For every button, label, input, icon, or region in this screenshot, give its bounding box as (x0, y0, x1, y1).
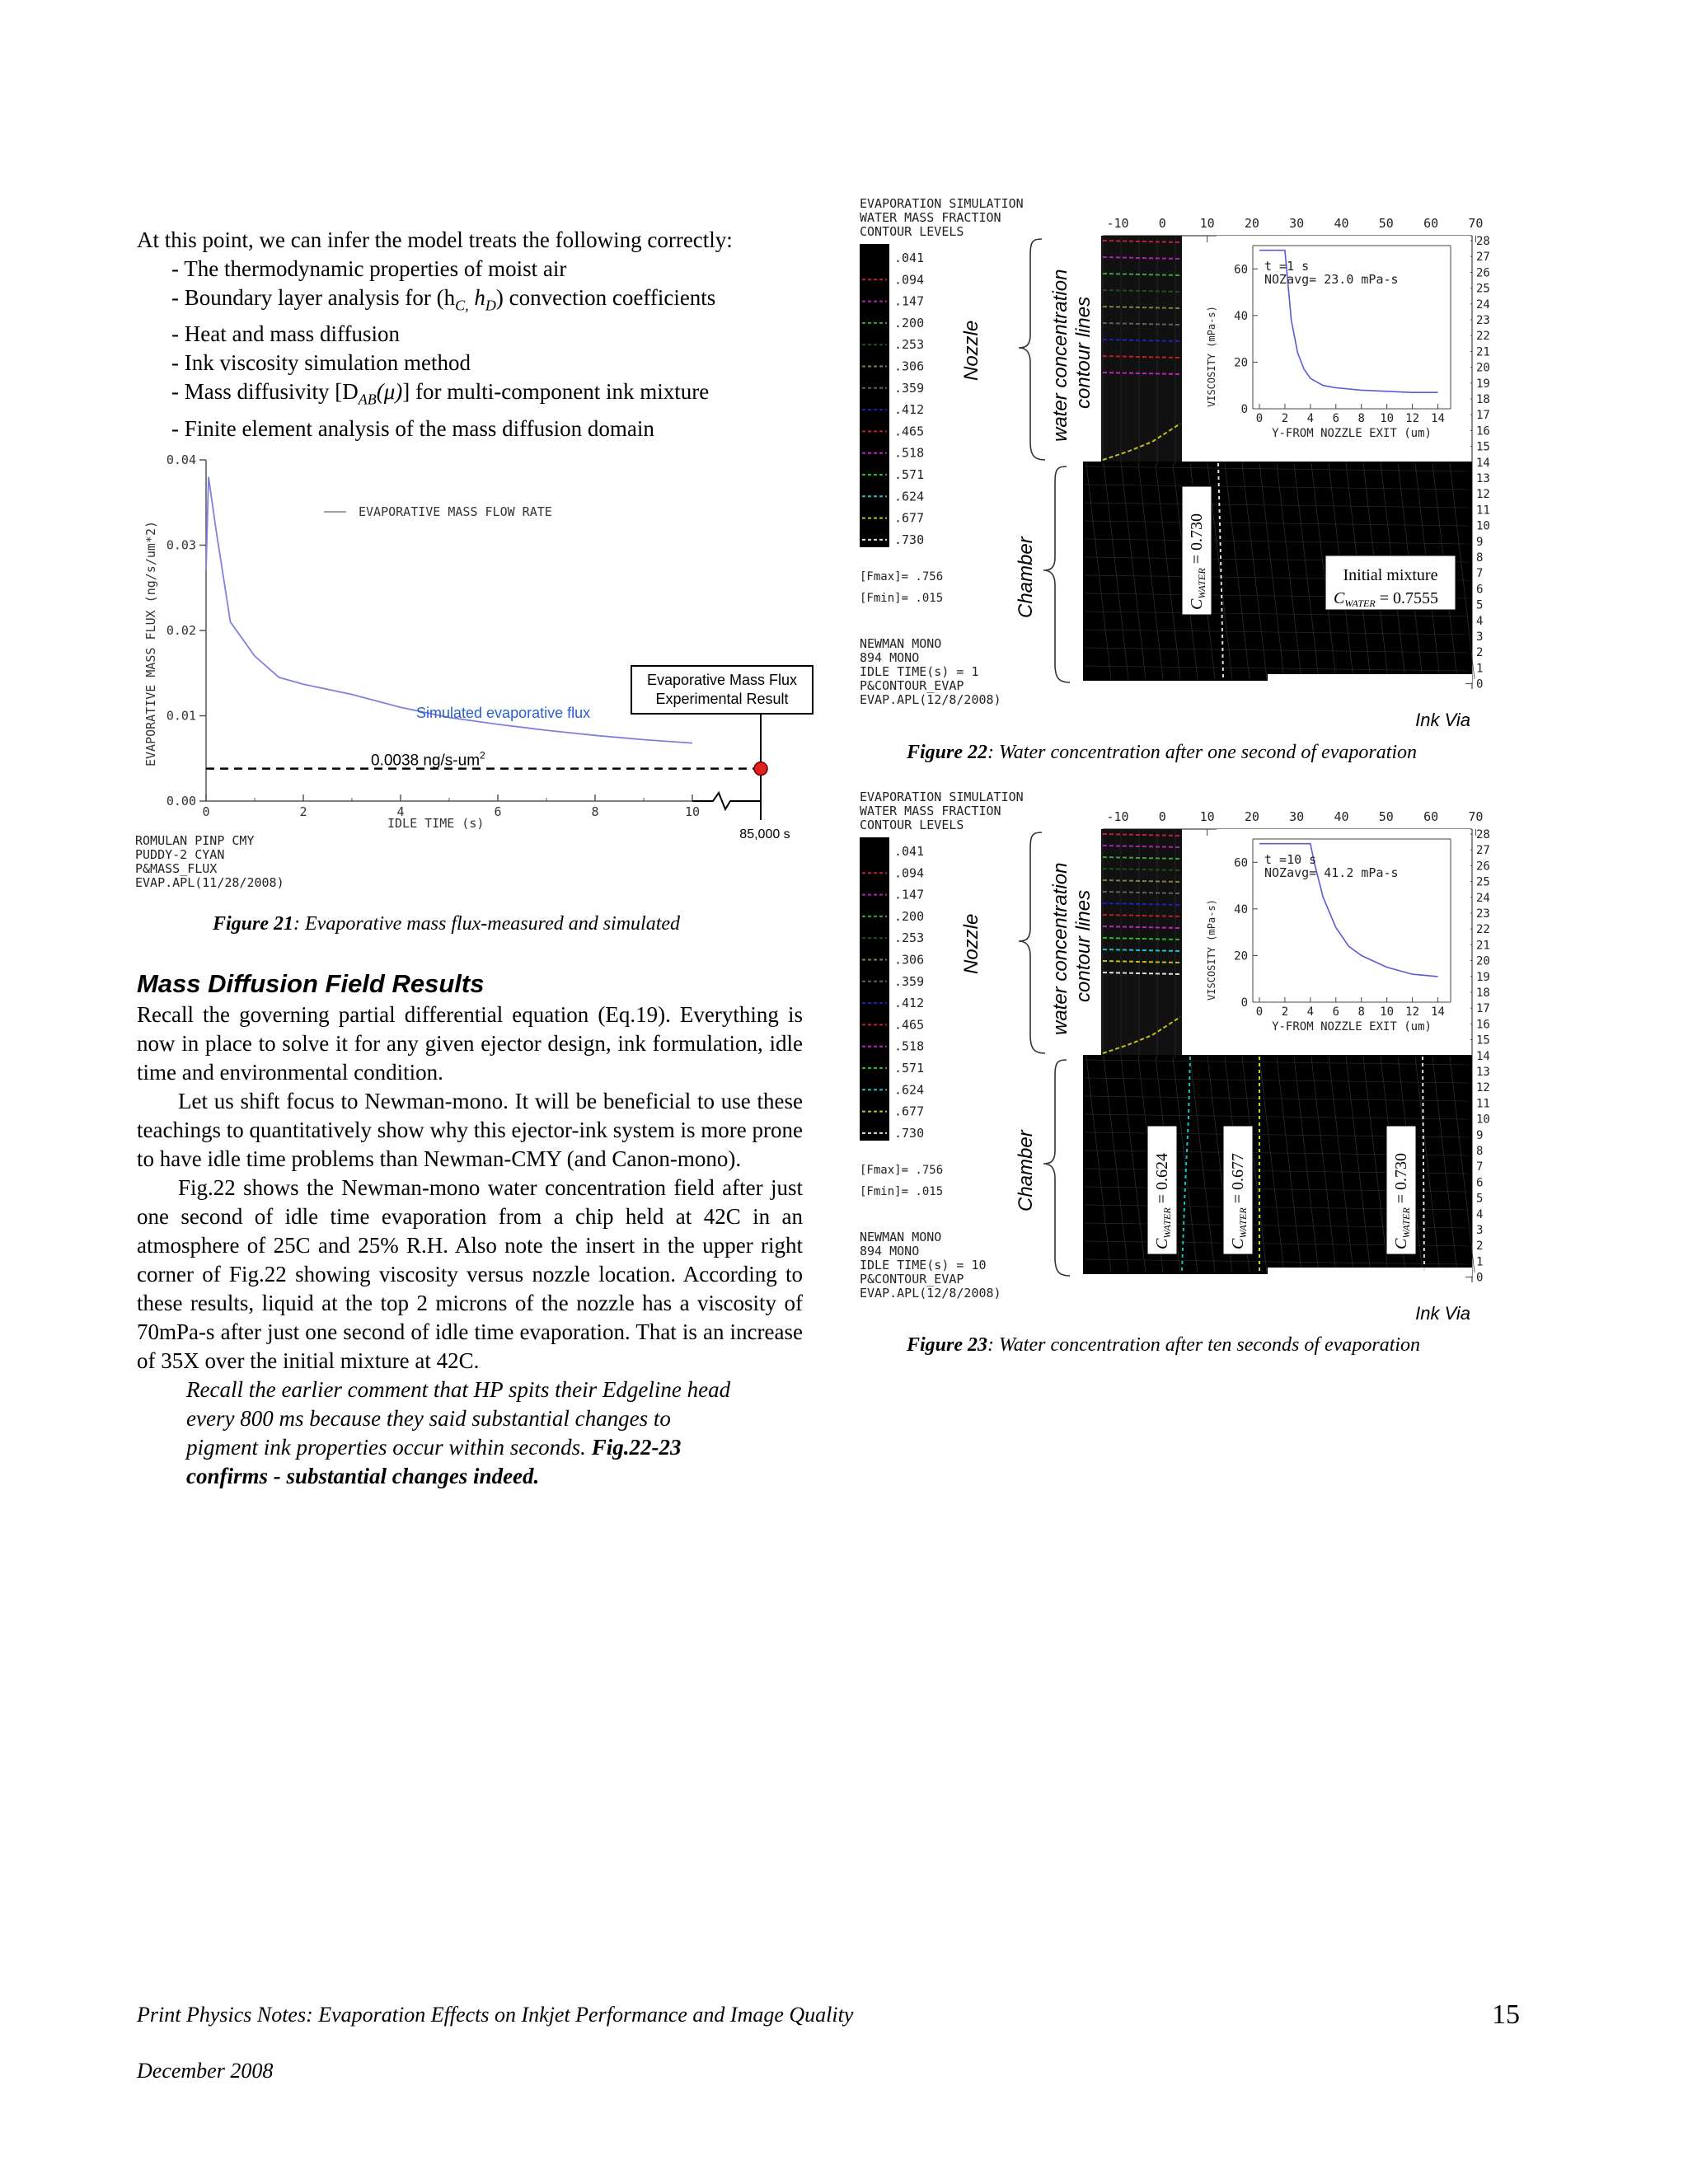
right-tick-label: 18 (1476, 987, 1490, 1000)
right-tick-label: 8 (1476, 1145, 1484, 1158)
inset-x-tick-label: 2 (1281, 412, 1289, 425)
footer-line: IDLE TIME(s) = 1 (860, 664, 979, 679)
section-heading: Mass Diffusion Field Results (137, 969, 485, 998)
footer-line: P&CONTOUR_EVAP (860, 678, 964, 693)
cwater-label-0730: $C_{WATER} = 0.730$ (1392, 1152, 1412, 1249)
top-tick-label: 50 (1378, 809, 1394, 824)
wc-label-2: contour lines (1072, 889, 1095, 1002)
inset-time: t =10 s (1264, 852, 1317, 867)
right-tick-label: 19 (1476, 970, 1490, 984)
right-tick-label: 4 (1476, 1207, 1484, 1221)
right-tick-label: 28 (1476, 235, 1490, 248)
nozzle-brace (1019, 832, 1045, 1053)
footer-line: IDLE TIME(s) = 10 (860, 1258, 987, 1272)
chamber-brace (1043, 1060, 1070, 1276)
legend-level: .465 (894, 1017, 925, 1033)
legend-level: .412 (894, 402, 925, 418)
right-tick-label: 25 (1476, 282, 1490, 296)
right-tick-label: 9 (1476, 535, 1484, 549)
legend-level: .306 (894, 952, 925, 968)
top-tick-label: 10 (1199, 809, 1215, 824)
right-tick-label: 14 (1476, 1049, 1490, 1063)
right-tick-label: 3 (1476, 1224, 1484, 1237)
inset-x-label: Y-FROM NOZZLE EXIT (um) (1272, 1020, 1432, 1033)
top-tick-label: 60 (1423, 216, 1439, 231)
right-tick-label: 27 (1476, 844, 1490, 858)
x-tick-label: 0 (202, 804, 210, 819)
chamber-brace (1043, 466, 1070, 682)
contour-figure (856, 194, 1490, 738)
header-line: WATER MASS FRACTION (860, 210, 1001, 225)
legend-level: .147 (894, 887, 925, 902)
top-tick-label: -10 (1106, 809, 1129, 824)
footer-line: 894 MONO (860, 1244, 920, 1258)
right-tick-label: 21 (1476, 939, 1490, 953)
right-tick-label: 2 (1476, 646, 1484, 660)
top-tick-label: 60 (1423, 809, 1439, 824)
right-tick-label: 23 (1476, 907, 1490, 921)
inset-y-tick-label: 60 (1234, 263, 1248, 277)
figure-21-footer: ROMULAN PINP CMY PUDDY-2 CYAN P&MASS_FLUX EVAP.APL(11/28/2008) (135, 833, 284, 890)
header-line: CONTOUR LEVELS (860, 818, 964, 832)
axis-break (692, 793, 761, 809)
right-tick-label: 22 (1476, 330, 1490, 344)
legend-bar (860, 837, 889, 1141)
intro-item: - Finite element analysis of the mass diffusion domain (171, 415, 654, 441)
footer-line: EVAP.APL(12/8/2008) (860, 692, 1001, 707)
right-tick-label: 13 (1476, 472, 1490, 485)
ink-via-opening (1268, 1268, 1472, 1276)
y-tick-label: 0.03 (166, 537, 196, 553)
initial-mixture-value: $C_{WATER} = 0.7555$ (1334, 589, 1439, 609)
experimental-time-label: 85,000 s (739, 827, 790, 841)
fmax-label: [Fmax]= .756 (860, 1164, 944, 1177)
chamber-label: Chamber (1015, 1130, 1037, 1212)
right-tick-label: 3 (1476, 630, 1484, 644)
measured-value-label: 0.0038 $ng/s-um^2$ (371, 749, 485, 770)
inset-x-tick-label: 4 (1306, 412, 1315, 425)
inset-x-tick-label: 12 (1405, 412, 1420, 425)
inset-x-tick-label: 6 (1332, 1005, 1340, 1019)
fmax-label: [Fmax]= .756 (860, 570, 944, 583)
right-tick-label: 11 (1476, 1097, 1490, 1111)
header-line: CONTOUR LEVELS (860, 224, 964, 239)
right-tick-label: 17 (1476, 1002, 1490, 1016)
inset-time: t =1 s (1264, 259, 1310, 274)
inset-y-label: VISCOSITY (mPa-s) (1206, 899, 1217, 1001)
legend-level: .412 (894, 996, 925, 1011)
header-line: WATER MASS FRACTION (860, 804, 1001, 818)
intro-item: - Heat and mass diffusion (171, 321, 400, 347)
intro-lead: At this point, we can infer the model treats the following correctly: (137, 227, 733, 252)
inset-y-tick-label: 0 (1240, 403, 1248, 416)
inset-x-tick-label: 14 (1431, 412, 1445, 425)
legend-level: .624 (894, 1082, 925, 1098)
inset-y-tick-label: 20 (1234, 949, 1248, 963)
y-tick-label: 0.02 (166, 623, 196, 638)
top-tick-label: 0 (1158, 216, 1166, 231)
legend-level: .571 (894, 467, 925, 482)
right-tick-label: 12 (1476, 1081, 1490, 1095)
footer-line: P&CONTOUR_EVAP (860, 1272, 964, 1286)
footer-line: NEWMAN MONO (860, 1230, 942, 1244)
legend-level: .518 (894, 1038, 925, 1054)
inset-x-tick-label: 8 (1357, 412, 1365, 425)
y-tick-label: 0.01 (166, 708, 196, 724)
experimental-box-line1: Evaporative Mass Flux (646, 672, 798, 688)
legend-level: .200 (894, 315, 925, 330)
right-tick-label: 7 (1476, 1160, 1484, 1174)
right-tick-label: 16 (1476, 424, 1490, 438)
legend-level: .359 (894, 380, 925, 396)
top-tick-label: 70 (1468, 216, 1484, 231)
inset-y-label: VISCOSITY (mPa-s) (1206, 306, 1217, 407)
figure-23 (856, 788, 1490, 1332)
right-tick-label: 0 (1476, 1271, 1484, 1285)
page-number: 15 (1492, 1999, 1520, 2030)
figure-22 (856, 194, 1490, 738)
x-tick-label: 10 (684, 804, 701, 819)
top-tick-label: 30 (1289, 809, 1305, 824)
legend-level: .253 (894, 930, 925, 946)
right-tick-label: 5 (1476, 1192, 1484, 1206)
figure-23-caption: Figure 23: Water concentration after ten seconds of evaporation (907, 1334, 1421, 1356)
inset-average: NOZavg= 23.0 mPa-s (1264, 272, 1399, 287)
right-tick-label: 6 (1476, 1176, 1484, 1190)
top-tick-label: 10 (1199, 216, 1215, 231)
top-tick-label: 0 (1158, 809, 1166, 824)
right-tick-label: 16 (1476, 1018, 1490, 1032)
contour-figure (856, 788, 1490, 1332)
intro-item: - The thermodynamic properties of moist air (171, 256, 567, 281)
right-tick-label: 1 (1476, 662, 1484, 676)
inset-y-tick-label: 60 (1234, 856, 1248, 870)
right-tick-label: 5 (1476, 598, 1484, 612)
inset-x-tick-label: 14 (1431, 1005, 1445, 1019)
nozzle-label: Nozzle (960, 913, 982, 974)
y-ticks (166, 452, 206, 808)
x-tick-label: 2 (299, 804, 307, 819)
wc-label-1: water concentration (1049, 862, 1071, 1035)
top-tick-label: 20 (1244, 809, 1259, 824)
inset-x-tick-label: 0 (1255, 412, 1264, 425)
top-tick-label: 70 (1468, 809, 1484, 824)
top-tick-label: 20 (1244, 216, 1259, 231)
top-tick-label: 40 (1334, 809, 1349, 824)
figure-21-caption: Figure 21: Evaporative mass flux-measured and simulated (213, 913, 681, 935)
right-tick-label: 17 (1476, 409, 1490, 423)
paragraph: Let us shift focus to Newman-mono. It will be beneficial to use these teachings to quantitatively show why this ejector-ink system is more prone to have idle time problems than Newman-CMY (and Canon-mono). (137, 1089, 803, 1171)
legend-level: .518 (894, 445, 925, 461)
legend-level: .041 (894, 844, 925, 859)
legend-label: EVAPORATIVE MASS FLOW RATE (359, 504, 552, 519)
right-tick-label: 18 (1476, 393, 1490, 406)
right-tick-label: 11 (1476, 504, 1490, 518)
inset-x-tick-label: 10 (1380, 1005, 1395, 1019)
right-tick-label: 19 (1476, 377, 1490, 391)
right-tick-label: 7 (1476, 567, 1484, 581)
legend-level: .253 (894, 337, 925, 353)
right-tick-label: 20 (1476, 954, 1490, 968)
inset-y-tick-label: 20 (1234, 356, 1248, 370)
fmin-label: [Fmin]= .015 (860, 1185, 944, 1198)
legend-level: .730 (894, 532, 925, 547)
intro-block (137, 226, 821, 443)
nozzle-brace (1019, 239, 1045, 460)
intro-item: - Boundary layer analysis for ($h_{C,}$ $h_D$) convection coefficients (171, 285, 716, 314)
top-tick-label: -10 (1106, 216, 1129, 231)
legend-level: .624 (894, 489, 925, 504)
right-tick-label: 10 (1476, 1113, 1490, 1127)
legend-level: .465 (894, 424, 925, 439)
right-tick-label: 24 (1476, 298, 1490, 312)
legend-level: .094 (894, 272, 925, 288)
right-tick-label: 26 (1476, 860, 1490, 874)
ink-via-opening (1268, 674, 1472, 682)
legend-level: .306 (894, 359, 925, 374)
right-tick-label: 25 (1476, 875, 1490, 889)
right-tick-label: 0 (1476, 677, 1484, 691)
right-tick-label: 10 (1476, 519, 1490, 533)
simulated-annotation: Simulated evaporative flux (416, 705, 591, 721)
right-tick-label: 21 (1476, 345, 1490, 359)
right-tick-label: 26 (1476, 266, 1490, 280)
quote: Recall the earlier comment that HP spits their Edgeline head every 800 ms because they said substantial changes to pigment ink properties occur within seconds. Fig.22-23 confirms - substantial changes indeed. (186, 1377, 731, 1488)
figure-21-chart (132, 445, 832, 890)
inset-y-tick-label: 40 (1234, 309, 1248, 323)
right-tick-label: 15 (1476, 1033, 1490, 1047)
x-axis-label: IDLE TIME (s) (387, 816, 485, 831)
x-tick-label: 8 (591, 804, 599, 819)
right-tick-label: 4 (1476, 614, 1484, 628)
intro-list (137, 255, 821, 443)
inset-y-tick-label: 40 (1234, 902, 1248, 916)
date: December 2008 (137, 2059, 274, 2083)
ink-via-label: Ink Via (1415, 710, 1470, 730)
intro-item: - Ink viscosity simulation method (171, 350, 471, 376)
header-line: EVAPORATION SIMULATION (860, 790, 1024, 804)
experimental-point (754, 762, 767, 776)
right-tick-label: 28 (1476, 828, 1490, 841)
legend-bar (860, 244, 889, 547)
legend-level: .677 (894, 1104, 925, 1119)
right-tick-label: 2 (1476, 1240, 1484, 1254)
legend-level: .359 (894, 973, 925, 989)
top-tick-label: 30 (1289, 216, 1305, 231)
intro-item: - Mass diffusivity $[D_{AB}(\mu)]$ for multi-component ink mixture (171, 379, 710, 408)
ink-via-label: Ink Via (1415, 1303, 1470, 1324)
x-tick-label: 4 (396, 804, 405, 819)
initial-mixture-label: Initial mixture (1343, 566, 1438, 584)
right-tick-label: 8 (1476, 551, 1484, 565)
right-tick-label: 23 (1476, 314, 1490, 327)
inset-average: NOZavg= 41.2 mPa-s (1264, 865, 1399, 880)
footer-line: 894 MONO (860, 650, 920, 665)
cwater-label-0624: $C_{WATER} = 0.624$ (1153, 1152, 1173, 1249)
header-line: EVAPORATION SIMULATION (860, 196, 1024, 211)
right-tick-label: 9 (1476, 1128, 1484, 1142)
right-tick-label: 22 (1476, 923, 1490, 937)
nozzle-region (1101, 236, 1182, 466)
running-title: Print Physics Notes: Evaporation Effects on Inkjet Performance and Image Quality (137, 2003, 854, 2027)
legend-level: .094 (894, 865, 925, 881)
inset-x-tick-label: 4 (1306, 1005, 1315, 1019)
footer-line: EVAP.APL(12/8/2008) (860, 1286, 1001, 1301)
right-tick-label: 14 (1476, 456, 1490, 470)
cwater-label-0730: $C_{WATER} = 0.730$ (1188, 513, 1207, 610)
legend-level: .200 (894, 908, 925, 924)
figure-22-caption: Figure 22: Water concentration after one second of evaporation (907, 742, 1418, 763)
y-axis-label: EVAPORATIVE MASS FLUX (ng/s/um*2) (143, 520, 158, 766)
right-tick-label: 15 (1476, 440, 1490, 454)
inset-x-tick-label: 12 (1405, 1005, 1420, 1019)
inset-x-tick-label: 2 (1281, 1005, 1289, 1019)
inset-x-tick-label: 8 (1357, 1005, 1365, 1019)
wc-label-2: contour lines (1072, 296, 1095, 409)
right-tick-label: 20 (1476, 361, 1490, 375)
legend-level: .677 (894, 510, 925, 526)
legend-level: .147 (894, 293, 925, 309)
right-tick-label: 1 (1476, 1255, 1484, 1269)
chamber-label: Chamber (1015, 537, 1037, 618)
legend-level: .041 (894, 251, 925, 265)
inset-x-tick-label: 10 (1380, 412, 1395, 425)
legend-level: .730 (894, 1125, 925, 1141)
nozzle-label: Nozzle (960, 320, 982, 381)
right-tick-label: 27 (1476, 251, 1490, 265)
inset-y-tick-label: 0 (1240, 996, 1248, 1010)
right-tick-label: 6 (1476, 583, 1484, 597)
x-tick-label: 6 (494, 804, 502, 819)
nozzle-region (1101, 829, 1182, 1060)
section-body (137, 1001, 803, 1491)
right-tick-label: 12 (1476, 488, 1490, 502)
y-tick-label: 0.04 (166, 452, 196, 467)
fmin-label: [Fmin]= .015 (860, 592, 944, 605)
inset-x-tick-label: 0 (1255, 1005, 1264, 1019)
experimental-box-line2: Experimental Result (655, 691, 789, 707)
top-tick-label: 40 (1334, 216, 1349, 231)
right-tick-label: 13 (1476, 1066, 1490, 1079)
paragraph: Recall the governing partial differential equation (Eq.19). Everything is now in place to solve it for any given ejector design, ink formulation, idle time and environmental condition. (137, 1002, 803, 1085)
paragraph: Fig.22 shows the Newman-mono water concentration field after just one second of idle time evaporation from a chip held at 42C in an atmosphere of 25C and 25% R.H. Also note the insert in the upper right corner of Fig.22 showing viscosity versus nozzle location. According to these results, liquid at the top 2 microns of the nozzle has a viscosity of 70mPa-s after just one second of idle time evaporation. That is an increase of 35X over the initial mixture at 42C. (137, 1175, 803, 1373)
footer-line: NEWMAN MONO (860, 636, 942, 651)
inset-x-label: Y-FROM NOZZLE EXIT (um) (1272, 427, 1432, 440)
y-tick-label: 0.00 (166, 794, 196, 808)
right-tick-label: 24 (1476, 891, 1490, 905)
top-tick-label: 50 (1378, 216, 1394, 231)
legend-level: .571 (894, 1061, 925, 1076)
cwater-label-0677: $C_{WATER} = 0.677$ (1229, 1152, 1249, 1249)
inset-x-tick-label: 6 (1332, 412, 1340, 425)
wc-label-1: water concentration (1049, 269, 1071, 442)
